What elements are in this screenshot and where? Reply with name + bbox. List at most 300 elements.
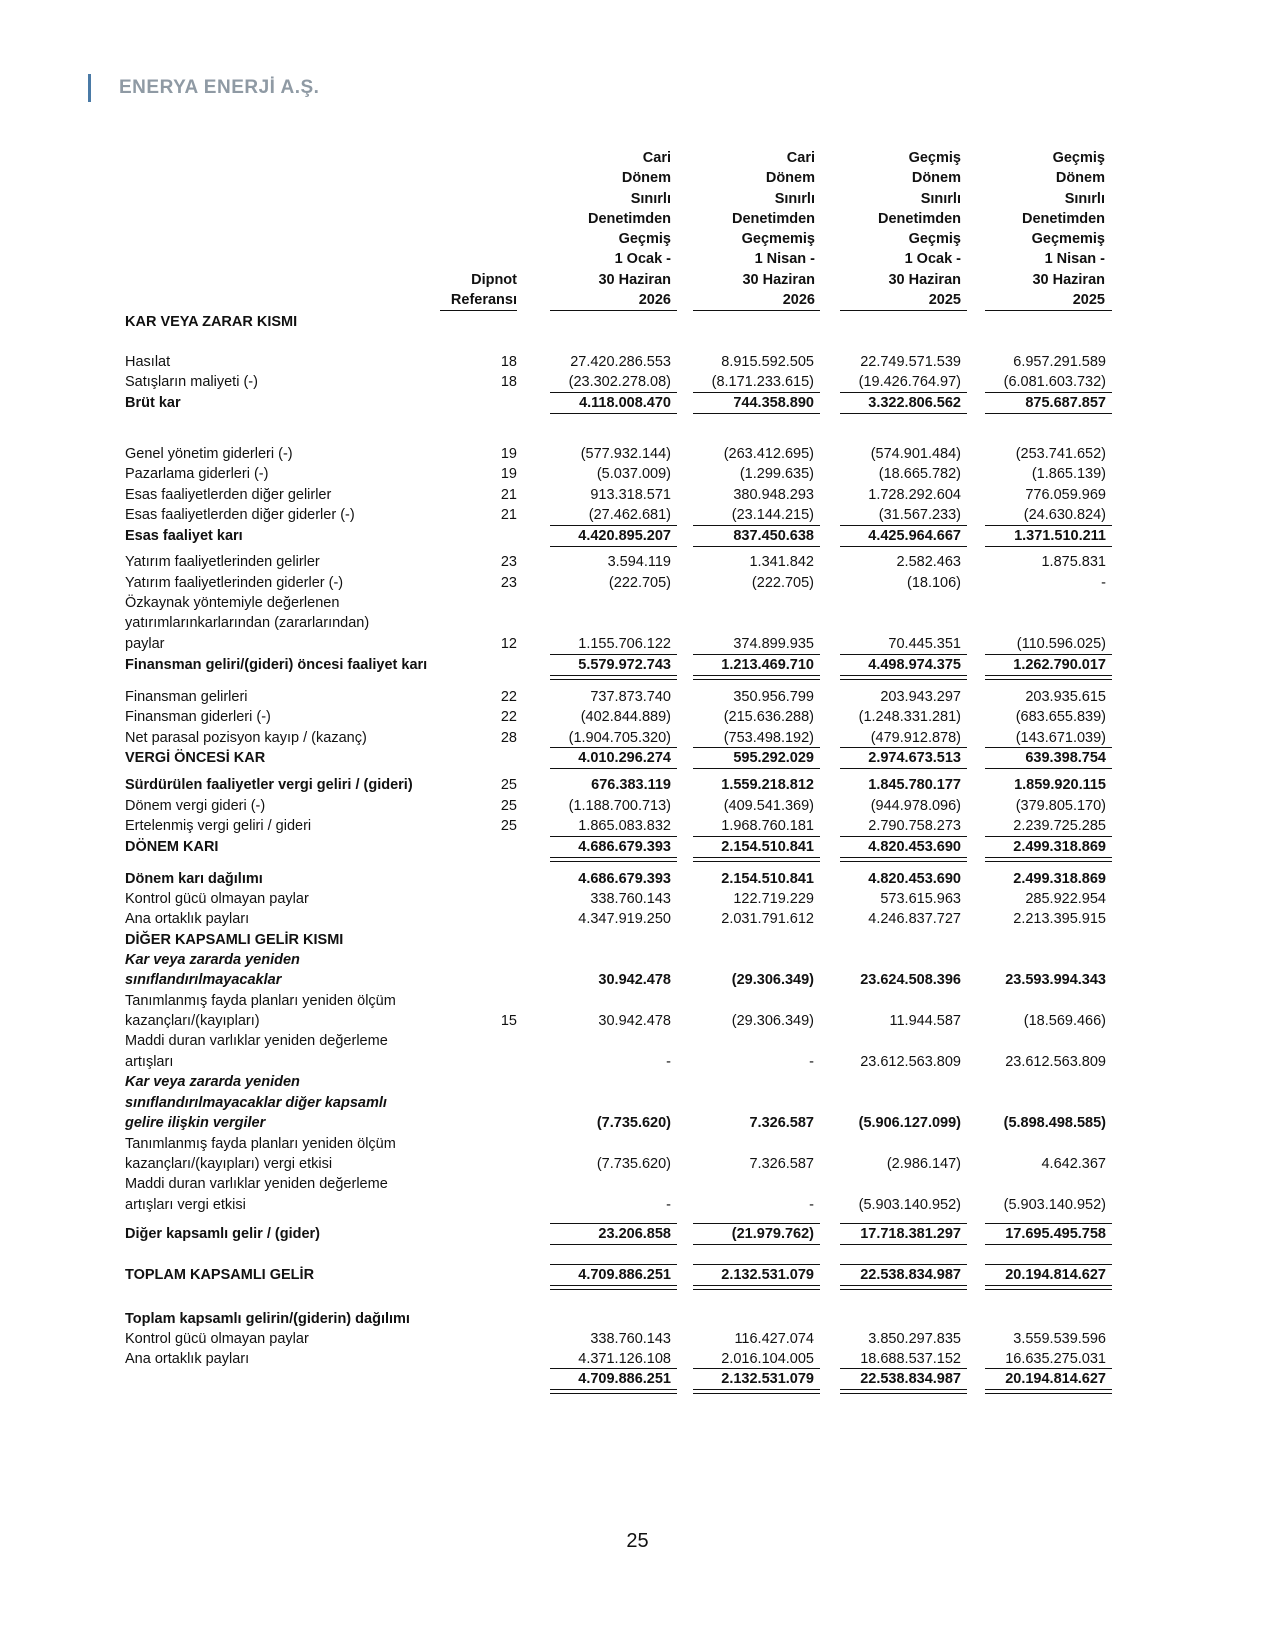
row-value: 350.956.799	[733, 689, 814, 705]
row-ref: 21	[500, 487, 517, 503]
row-value: 30.942.478	[598, 1013, 671, 1029]
row-value: 2.974.673.513	[868, 750, 961, 766]
row-value: 595.292.029	[733, 750, 814, 766]
row-value: 2.031.791.612	[721, 911, 814, 927]
row-value: (574.901.484)	[870, 446, 961, 462]
row-value: 2.154.510.841	[721, 871, 814, 887]
row-label: Ertelenmiş vergi geliri / gideri	[125, 818, 312, 834]
row-label: Diğer kapsamlı gelir / (gider)	[125, 1226, 320, 1242]
row-ref: 23	[500, 554, 517, 570]
row-value: 23.612.563.809	[860, 1054, 961, 1070]
company-name: ENERYA ENERJİ A.Ş.	[88, 74, 319, 102]
row-value: 4.498.974.375	[868, 657, 961, 673]
row-label: Kontrol gücü olmayan paylar	[125, 1331, 309, 1347]
row-label: Özkaynak yöntemiyle değerlenen	[125, 595, 340, 611]
row-value: (222.705)	[608, 575, 671, 591]
row-value: 16.635.275.031	[1005, 1351, 1106, 1367]
column-header-line: Geçmiş	[1052, 150, 1105, 166]
row-label: DİĞER KAPSAMLI GELİR KISMI	[125, 932, 344, 948]
column-header-line: 2026	[782, 292, 815, 309]
subtotal-rule	[550, 1264, 677, 1265]
row-value: (5.903.140.952)	[858, 1197, 961, 1213]
column-header-line: Dönem	[911, 170, 961, 187]
row-label: Finansman geliri/(gideri) öncesi faaliyet karı	[125, 657, 428, 673]
total-rule	[550, 546, 677, 547]
row-label: Esas faaliyetlerden diğer giderler (-)	[125, 507, 355, 523]
row-value: 23.206.858	[598, 1226, 671, 1242]
row-ref: 21	[500, 507, 517, 523]
row-value: 2.132.531.079	[721, 1267, 814, 1283]
row-value: 338.760.143	[590, 1331, 671, 1347]
row-value: 23.624.508.396	[860, 972, 961, 988]
subtotal-rule	[840, 747, 967, 748]
row-value: (27.462.681)	[588, 507, 671, 523]
column-header-c1	[684, 148, 815, 310]
row-value: 1.262.790.017	[1013, 657, 1106, 673]
subtotal-rule	[550, 1368, 677, 1369]
row-value: (683.655.839)	[1015, 709, 1106, 725]
row-value: 4.820.453.690	[868, 839, 961, 855]
row-label: Net parasal pozisyon kayıp / (kazanç)	[125, 730, 367, 746]
row-label: Ana ortaklık payları	[125, 1351, 250, 1367]
row-label: Ana ortaklık payları	[125, 911, 250, 927]
total-rule	[550, 768, 677, 769]
column-header-line: 30 Haziran	[598, 271, 671, 288]
row-value: 17.695.495.758	[1005, 1226, 1106, 1242]
subtotal-rule	[550, 1223, 677, 1224]
row-label: kazançları/(kayıpları)	[125, 1013, 260, 1029]
row-value: (24.630.824)	[1023, 507, 1106, 523]
row-label: Brüt kar	[125, 395, 181, 411]
row-value: (263.412.695)	[723, 446, 814, 462]
ref-header-line: Dipnot	[471, 272, 517, 288]
row-value: (944.978.096)	[870, 798, 961, 814]
column-header-c0	[540, 148, 671, 310]
total-rule	[985, 1244, 1112, 1245]
row-value: (1.299.635)	[739, 466, 814, 482]
column-header-line: Dönem	[765, 170, 815, 187]
total-rule	[693, 1285, 820, 1290]
column-header-line: Cari	[786, 150, 815, 166]
row-label: Kar veya zararda yeniden	[125, 1074, 300, 1090]
total-rule	[840, 1244, 967, 1245]
row-value: 7.326.587	[749, 1115, 814, 1131]
total-rule	[985, 675, 1112, 680]
column-header-line: Sınırlı	[1064, 190, 1105, 207]
row-value: 338.760.143	[590, 891, 671, 907]
row-value: 17.718.381.297	[860, 1226, 961, 1242]
row-value: (29.306.349)	[731, 972, 814, 988]
row-label: Maddi duran varlıklar yeniden değerleme	[125, 1176, 388, 1192]
column-header-line: Sınırlı	[774, 190, 815, 207]
column-header-line: Cari	[642, 150, 671, 166]
row-label: VERGİ ÖNCESİ KAR	[125, 750, 266, 766]
row-label: kazançları/(kayıpları) vergi etkisi	[125, 1156, 333, 1172]
column-header-line: 2026	[638, 292, 671, 309]
total-rule	[985, 857, 1112, 862]
column-header-line: Geçmiş	[618, 231, 671, 248]
row-value: 2.582.463	[896, 554, 961, 570]
row-value: -	[809, 1054, 814, 1070]
column-header-underline	[985, 310, 1112, 311]
subtotal-rule	[693, 1264, 820, 1265]
row-label: paylar	[125, 636, 165, 652]
row-label: Satışların maliyeti (-)	[125, 374, 258, 390]
row-value: 1.875.831	[1041, 554, 1106, 570]
subtotal-rule	[985, 1264, 1112, 1265]
row-value: 3.850.297.835	[868, 1331, 961, 1347]
row-value: (215.636.288)	[723, 709, 814, 725]
subtotal-rule	[985, 525, 1112, 526]
total-rule	[693, 546, 820, 547]
row-value: 1.728.292.604	[868, 487, 961, 503]
row-value: (2.986.147)	[886, 1156, 961, 1172]
row-value: 1.371.510.211	[1014, 528, 1106, 544]
row-value: 3.594.119	[607, 554, 671, 570]
total-rule	[693, 675, 820, 680]
subtotal-rule	[840, 654, 967, 655]
row-value: 8.915.592.505	[721, 354, 814, 370]
row-value: 11.944.587	[889, 1013, 961, 1029]
subtotal-rule	[693, 1368, 820, 1369]
row-value: 1.968.760.181	[721, 818, 814, 834]
row-value: 2.016.104.005	[721, 1351, 814, 1367]
total-rule	[693, 1389, 820, 1394]
row-value: 22.538.834.987	[860, 1371, 961, 1387]
row-value: 2.499.318.869	[1013, 839, 1106, 855]
row-value: 380.948.293	[733, 487, 814, 503]
row-value: 7.326.587	[749, 1156, 814, 1172]
row-value: 70.445.351	[888, 636, 961, 652]
row-value: (110.596.025)	[1016, 636, 1106, 652]
total-rule	[985, 1285, 1112, 1290]
row-value: (19.426.764.97)	[858, 374, 961, 390]
row-value: (29.306.349)	[731, 1013, 814, 1029]
row-value: -	[1101, 575, 1106, 591]
column-header-line: Denetimden	[878, 210, 961, 227]
total-rule	[840, 768, 967, 769]
row-value: 4.420.895.207	[578, 528, 671, 544]
total-rule	[693, 413, 820, 414]
row-value: 4.246.837.727	[868, 911, 961, 927]
row-label: Pazarlama giderleri (-)	[125, 466, 269, 482]
subtotal-rule	[985, 1223, 1112, 1224]
column-header-line: 1 Ocak -	[614, 251, 671, 268]
row-value: 776.059.969	[1025, 487, 1106, 503]
row-label: sınıflandırılmayacaklar	[125, 972, 282, 988]
row-label: Maddi duran varlıklar yeniden değerleme	[125, 1033, 388, 1049]
column-header-line: Dönem	[621, 170, 671, 187]
row-value: 1.845.780.177	[868, 777, 961, 793]
total-rule	[693, 857, 820, 862]
row-value: 1.865.083.832	[578, 818, 671, 834]
row-value: (753.498.192)	[723, 730, 814, 746]
column-header-line: Denetimden	[588, 210, 671, 227]
row-value: 2.499.318.869	[1013, 871, 1106, 887]
row-ref: 18	[500, 354, 517, 370]
row-ref: 28	[500, 730, 517, 746]
total-rule	[550, 1285, 677, 1290]
column-header-underline	[693, 310, 820, 311]
total-rule	[985, 413, 1112, 414]
column-header-line: Sınırlı	[920, 190, 961, 207]
row-ref: 12	[500, 636, 517, 652]
row-label: Kar veya zararda yeniden	[125, 952, 300, 968]
row-ref: 23	[500, 575, 517, 591]
total-rule	[550, 857, 677, 862]
column-header-line: Sınırlı	[630, 190, 671, 207]
row-value: 639.398.754	[1025, 750, 1106, 766]
row-value: (7.735.620)	[596, 1156, 671, 1172]
subtotal-rule	[840, 525, 967, 526]
row-value: 3.559.539.596	[1013, 1331, 1106, 1347]
row-value: (577.932.144)	[580, 446, 671, 462]
row-value: (479.912.878)	[870, 730, 961, 746]
row-value: 1.155.706.122	[578, 636, 671, 652]
row-value: (23.302.278.08)	[568, 374, 671, 390]
row-value: 2.213.395.915	[1013, 911, 1106, 927]
page-number: 25	[626, 1530, 649, 1552]
row-label: Dönem karı dağılımı	[125, 871, 263, 887]
row-value: (1.188.700.713)	[568, 798, 671, 814]
row-value: 4.371.126.108	[578, 1351, 671, 1367]
row-value: (18.106)	[906, 575, 961, 591]
row-value: 122.719.229	[733, 891, 814, 907]
row-value: 116.427.074	[734, 1331, 814, 1347]
row-value: 4.118.008.470	[579, 395, 671, 411]
row-label: Tanımlanmış fayda planları yeniden ölçüm	[125, 993, 396, 1009]
row-value: 913.318.571	[590, 487, 671, 503]
row-value: (6.081.603.732)	[1003, 374, 1106, 390]
subtotal-rule	[840, 1264, 967, 1265]
row-value: 1.213.469.710	[721, 657, 814, 673]
row-ref: 18	[500, 374, 517, 390]
row-value: (143.671.039)	[1015, 730, 1106, 746]
column-header-line: 1 Nisan -	[1044, 251, 1105, 268]
row-value: 5.579.972.743	[578, 657, 671, 673]
total-rule	[550, 1244, 677, 1245]
subtotal-rule	[693, 392, 820, 393]
row-value: (18.569.466)	[1023, 1013, 1106, 1029]
row-value: 875.687.857	[1025, 395, 1106, 411]
row-value: (7.735.620)	[596, 1115, 671, 1131]
row-value: 30.942.478	[598, 972, 671, 988]
column-header-line: 30 Haziran	[1032, 271, 1105, 288]
row-label: Dönem vergi gideri (-)	[125, 798, 266, 814]
row-value: (5.037.009)	[596, 466, 671, 482]
row-value: 837.450.638	[733, 528, 814, 544]
row-value: 285.922.954	[1025, 891, 1106, 907]
row-value: 23.612.563.809	[1005, 1054, 1106, 1070]
row-ref: 19	[500, 446, 517, 462]
row-value: (402.844.889)	[580, 709, 671, 725]
row-value: 18.688.537.152	[860, 1351, 961, 1367]
ref-header-line: Referansı	[450, 292, 517, 309]
column-header-underline	[840, 310, 967, 311]
row-ref: 25	[500, 777, 517, 793]
row-value: (18.665.782)	[878, 466, 961, 482]
total-rule	[985, 1389, 1112, 1394]
row-label: TOPLAM KAPSAMLI GELİR	[125, 1267, 315, 1283]
row-value: 20.194.814.627	[1005, 1267, 1106, 1283]
row-label: Esas faaliyetlerden diğer gelirler	[125, 487, 332, 503]
column-header-line: 30 Haziran	[742, 271, 815, 288]
row-value: -	[666, 1197, 671, 1213]
row-value: (1.248.331.281)	[858, 709, 961, 725]
subtotal-rule	[985, 747, 1112, 748]
row-value: (253.741.652)	[1015, 446, 1106, 462]
row-value: (5.906.127.099)	[858, 1115, 961, 1131]
ref-column-header	[430, 270, 517, 311]
row-value: 23.593.994.343	[1005, 972, 1106, 988]
total-rule	[840, 675, 967, 680]
row-value: 1.559.218.812	[721, 777, 814, 793]
row-label: gelire ilişkin vergiler	[125, 1115, 266, 1131]
total-rule	[550, 413, 677, 414]
row-value: 2.239.725.285	[1013, 818, 1106, 834]
total-rule	[693, 1244, 820, 1245]
row-label: Tanımlanmış fayda planları yeniden ölçüm	[125, 1136, 396, 1152]
row-value: 573.615.963	[880, 891, 961, 907]
row-ref: 25	[500, 818, 517, 834]
row-value: 2.154.510.841	[721, 839, 814, 855]
column-header-line: Dönem	[1055, 170, 1105, 187]
row-value: (31.567.233)	[878, 507, 961, 523]
row-value: 20.194.814.627	[1005, 1371, 1106, 1387]
row-label: artışları vergi etkisi	[125, 1197, 246, 1213]
row-label: artışları	[125, 1054, 174, 1070]
row-value: -	[809, 1197, 814, 1213]
row-value: (8.171.233.615)	[711, 374, 814, 390]
column-header-line: 30 Haziran	[888, 271, 961, 288]
row-value: 4.425.964.667	[868, 528, 961, 544]
row-label: Yatırım faaliyetlerinden gelirler	[125, 554, 320, 570]
row-value: 4.010.296.274	[578, 750, 671, 766]
subtotal-rule	[550, 654, 677, 655]
row-value: 6.957.291.589	[1013, 354, 1106, 370]
row-value: 4.686.679.393	[578, 871, 671, 887]
row-label: Esas faaliyet karı	[125, 528, 243, 544]
row-label: Toplam kapsamlı gelirin/(giderin) dağılımı	[125, 1311, 410, 1327]
subtotal-rule	[550, 392, 677, 393]
subtotal-rule	[840, 392, 967, 393]
total-rule	[840, 1285, 967, 1290]
row-value: 1.859.920.115	[1014, 777, 1106, 793]
subtotal-rule	[985, 392, 1112, 393]
total-rule	[840, 413, 967, 414]
column-header-line: Denetimden	[1022, 210, 1105, 227]
column-header-line: Denetimden	[732, 210, 815, 227]
row-label: sınıflandırılmayacaklar diğer kapsamlı	[125, 1095, 387, 1111]
subtotal-rule	[985, 836, 1112, 837]
row-label: yatırımlarınkarlarından (zararlarından)	[125, 615, 370, 631]
row-ref: 22	[500, 709, 517, 725]
subtotal-rule	[840, 1223, 967, 1224]
subtotal-rule	[693, 1223, 820, 1224]
row-value: (5.903.140.952)	[1003, 1197, 1106, 1213]
total-rule	[550, 1389, 677, 1394]
row-value: 4.709.886.251	[578, 1371, 671, 1387]
column-header-underline	[550, 310, 677, 311]
column-header-line: Geçmemiş	[1031, 231, 1105, 248]
total-rule	[985, 768, 1112, 769]
row-value: (409.541.369)	[723, 798, 814, 814]
row-value: 4.642.367	[1041, 1156, 1106, 1172]
row-value: 22.538.834.987	[860, 1267, 961, 1283]
row-ref: 19	[500, 466, 517, 482]
row-value: 4.820.453.690	[868, 871, 961, 887]
column-header-line: Geçmemiş	[741, 231, 815, 248]
subtotal-rule	[550, 525, 677, 526]
row-value: (379.805.170)	[1015, 798, 1106, 814]
row-value: 27.420.286.553	[570, 354, 671, 370]
subtotal-rule	[693, 747, 820, 748]
row-ref: 25	[500, 798, 517, 814]
row-value: 737.873.740	[590, 689, 671, 705]
row-value: 4.709.886.251	[578, 1267, 671, 1283]
subtotal-rule	[550, 747, 677, 748]
total-rule	[985, 546, 1112, 547]
column-header-line: Geçmiş	[908, 150, 961, 166]
column-header-line: 2025	[928, 292, 961, 309]
row-label: Yatırım faaliyetlerinden giderler (-)	[125, 575, 344, 591]
column-header-line: 1 Nisan -	[754, 251, 815, 268]
column-header-line: 1 Ocak -	[904, 251, 961, 268]
row-label: Kontrol gücü olmayan paylar	[125, 891, 309, 907]
row-label: Hasılat	[125, 354, 171, 370]
row-value: (1.865.139)	[1031, 466, 1106, 482]
row-label: KAR VEYA ZARAR KISMI	[125, 314, 298, 330]
row-value: (21.979.762)	[731, 1226, 814, 1242]
row-label: Finansman gelirleri	[125, 689, 248, 705]
row-value: 374.899.935	[733, 636, 814, 652]
row-value: (1.904.705.320)	[568, 730, 671, 746]
column-header-c3	[974, 148, 1105, 310]
subtotal-rule	[693, 654, 820, 655]
ref-header-underline	[440, 310, 517, 311]
row-value: 744.358.890	[733, 395, 814, 411]
row-label: Genel yönetim giderleri (-)	[125, 446, 293, 462]
total-rule	[550, 675, 677, 680]
row-value: (5.898.498.585)	[1003, 1115, 1106, 1131]
column-header-c2	[830, 148, 961, 310]
subtotal-rule	[840, 1368, 967, 1369]
row-value: (23.144.215)	[731, 507, 814, 523]
row-value: 22.749.571.539	[860, 354, 961, 370]
subtotal-rule	[985, 1368, 1112, 1369]
row-value: 1.341.842	[749, 554, 814, 570]
column-header-line: 2025	[1072, 292, 1105, 309]
row-value: (222.705)	[751, 575, 814, 591]
row-value: 2.790.758.273	[868, 818, 961, 834]
row-value: 3.322.806.562	[868, 395, 961, 411]
total-rule	[693, 768, 820, 769]
total-rule	[840, 857, 967, 862]
row-ref: 22	[500, 689, 517, 705]
column-header-line: Geçmiş	[908, 231, 961, 248]
total-rule	[840, 546, 967, 547]
subtotal-rule	[840, 836, 967, 837]
row-label: Finansman giderleri (-)	[125, 709, 271, 725]
row-value: 4.686.679.393	[578, 839, 671, 855]
total-rule	[840, 1389, 967, 1394]
subtotal-rule	[693, 525, 820, 526]
row-ref: 15	[500, 1013, 517, 1029]
subtotal-rule	[550, 836, 677, 837]
row-value: -	[666, 1054, 671, 1070]
row-value: 203.943.297	[880, 689, 961, 705]
subtotal-rule	[985, 654, 1112, 655]
